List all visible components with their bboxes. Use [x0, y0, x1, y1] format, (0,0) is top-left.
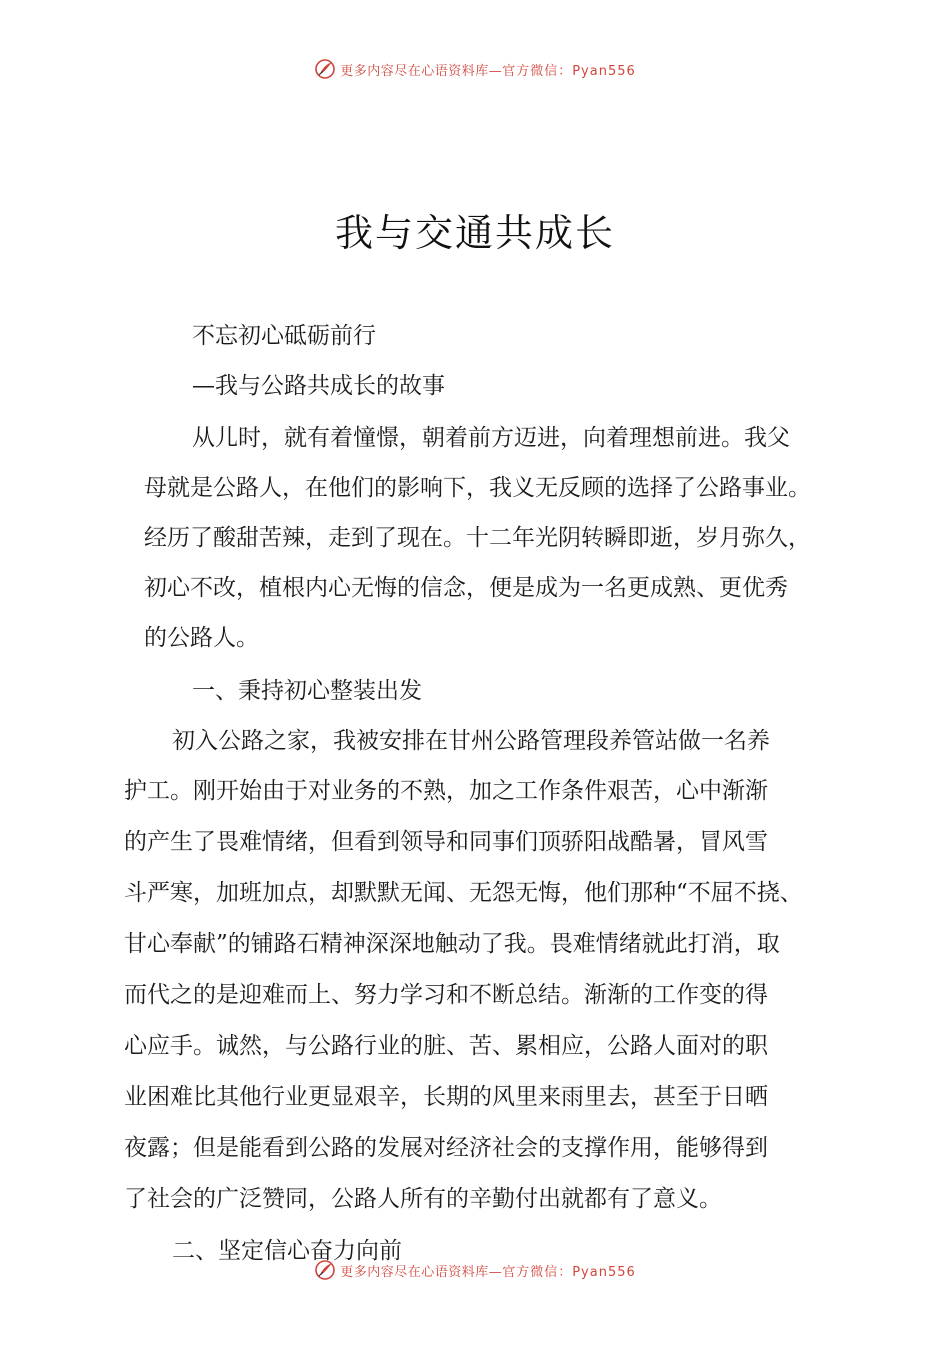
header-watermark [0, 56, 950, 82]
section-1-line: 心应手。诚然，与公路行业的脏、苦、累相应，公路人面对的职 [124, 1033, 768, 1059]
intro-line: 的公路人。 [144, 625, 259, 651]
watermark-text-right: 官方微信：Pyan556 [502, 1264, 636, 1280]
watermark-text-right: 官方微信：Pyan556 [502, 63, 636, 79]
intro-line: 从儿时，就有着憧憬，朝着前方迈进，向着理想前进。我父 [192, 425, 790, 451]
section-1-line: 甘心奉献”的铺路石精神深深地触动了我。畏难情绪就此打消，取 [124, 931, 780, 957]
section-1-line: 的产生了畏难情绪，但看到领导和同事们顶骄阳战酷暑，冒风雪 [124, 829, 768, 855]
subtitle-1: 不忘初心砥砺前行 [192, 323, 376, 349]
section-1-line: 斗严寒，加班加点，却默默无闻、无怨无悔，他们那种“不屈不挠、 [124, 880, 803, 906]
section-1-line: 护工。刚开始由于对业务的不熟，加之工作条件艰苦，心中渐渐 [124, 778, 768, 804]
quill-logo-icon [314, 58, 336, 80]
document-title: 我与交通共成长 [334, 211, 615, 255]
intro-line: 母就是公路人，在他们的影响下，我义无反顾的选择了公路事业。 [144, 475, 811, 501]
section-2-heading: 二、坚定信心奋力向前 [172, 1238, 402, 1264]
section-1-line: 夜露；但是能看到公路的发展对经济社会的支撑作用，能够得到 [124, 1135, 768, 1161]
subtitle-2: —我与公路共成长的故事 [192, 373, 445, 399]
intro-line: 初心不改，植根内心无悔的信念，便是成为一名更成熟、更优秀 [144, 575, 788, 601]
quill-logo-icon [314, 1259, 336, 1281]
section-1-line: 了社会的广泛赞同，公路人所有的辛勤付出就都有了意义。 [124, 1186, 722, 1212]
section-1-line: 初入公路之家，我被安排在甘州公路管理段养管站做一名养 [172, 728, 770, 754]
section-1-heading: 一、秉持初心整装出发 [192, 678, 422, 704]
intro-line: 经历了酸甜苦辣，走到了现在。十二年光阴转瞬即逝，岁月弥久， [144, 525, 811, 551]
footer-watermark [0, 1257, 950, 1283]
section-1-line: 业困难比其他行业更显艰辛，长期的风里来雨里去，甚至于日晒 [124, 1084, 768, 1110]
section-1-line: 而代之的是迎难而上、努力学习和不断总结。渐渐的工作变的得 [124, 982, 768, 1008]
watermark-text-left: 更多内容尽在心语资料库— [340, 63, 503, 79]
watermark-text-left: 更多内容尽在心语资料库— [340, 1264, 503, 1280]
